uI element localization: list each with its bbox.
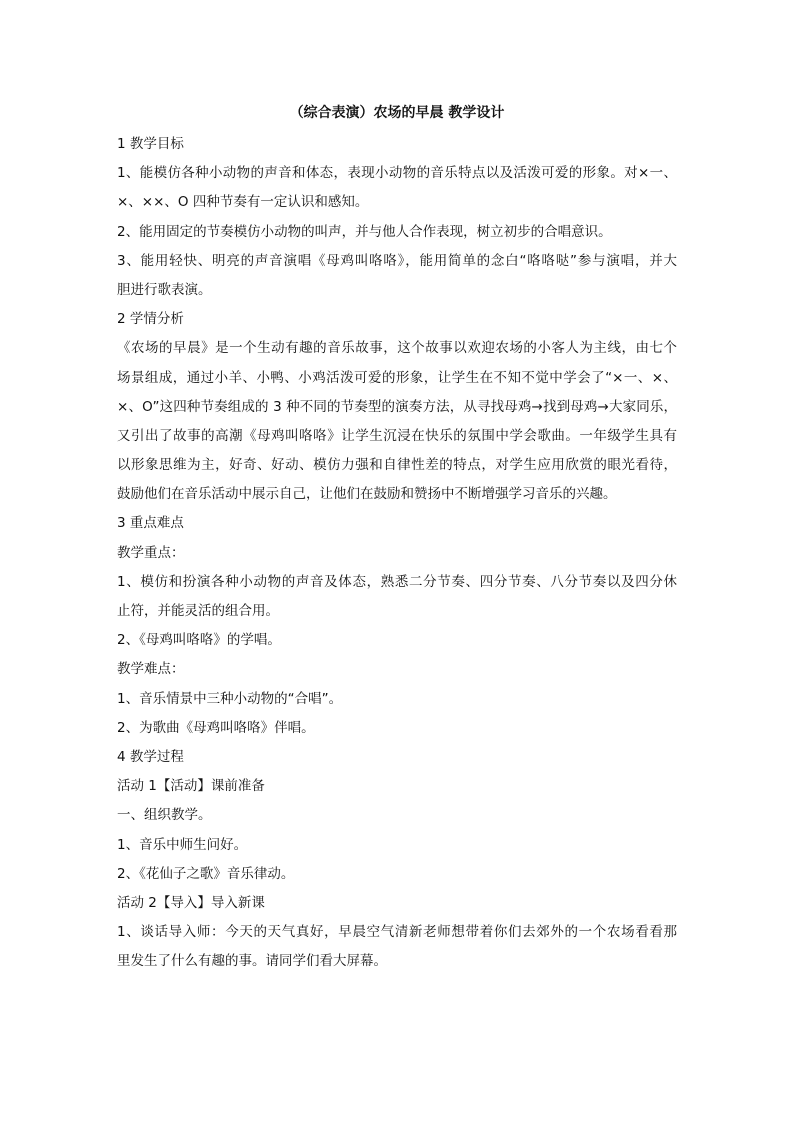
section-heading-key-points: 3 重点难点 [117,515,184,532]
paragraph-line: 胆进行歌表演。 [117,281,212,298]
paragraph-line: 2、为歌曲《母鸡叫咯咯》伴唱。 [117,719,315,736]
document-title: （综合表演）农场的早晨 教学设计 [289,105,505,121]
paragraph-line: 《农场的早晨》是一个生动有趣的音乐故事，这个故事以欢迎农场的小客人为主线，由七个 [117,340,677,357]
paragraph-line: 1、能模仿各种小动物的声音和体态，表现小动物的音乐特点以及活泼可爱的形象。对×一、 [117,165,677,182]
document-body [117,130,677,976]
paragraph-line: 以形象思维为主，好奇、好动、模仿力强和自律性差的特点，对学生应用欣赏的眼光看待， [117,457,677,474]
paragraph-line: 鼓励他们在音乐活动中展示自己，让他们在鼓励和赞扬中不断增强学习音乐的兴趣。 [117,486,617,503]
paragraph-line: 一、组织教学。 [117,807,212,824]
activity-heading: 活动 1【活动】课前准备 [117,778,265,795]
subheading-difficulties: 教学难点： [117,661,185,678]
paragraph-line: 止符，并能灵活的组合用。 [117,603,279,619]
paragraph-line: ×、O”这四种节奏组成的 3 种不同的节奏型的演奏方法，从寻找母鸡→找到母鸡→大家同乐， [117,398,677,415]
paragraph-line: 1、音乐情景中三种小动物的“合唱”。 [117,690,343,707]
paragraph-line: 2、能用固定的节奏模仿小动物的叫声，并与他人合作表现，树立初步的合唱意识。 [117,223,612,240]
paragraph-line: 场景组成，通过小羊、小鸭、小鸡活泼可爱的形象，让学生在不知不觉中学会了“×一、×、 [117,369,677,386]
subheading-key-points: 教学重点： [117,544,185,561]
section-heading-analysis: 2 学情分析 [117,311,184,328]
paragraph-line: 2、《母鸡叫咯咯》的学唱。 [117,632,281,649]
paragraph-line: 1、模仿和扮演各种小动物的声音及体态，熟悉二分节奏、四分节奏、八分节奏以及四分休 [117,573,677,590]
section-heading-objectives: 1 教学目标 [117,136,184,152]
paragraph-line: 2、《花仙子之歌》音乐律动。 [117,865,295,882]
paragraph-line: 又引出了故事的高潮《母鸡叫咯咯》让学生沉浸在快乐的氛围中学会歌曲。一年级学生具有 [117,427,677,444]
paragraph-line: ×、××、O 四种节奏有一定认识和感知。 [117,194,369,211]
section-heading-process: 4 教学过程 [117,748,184,765]
paragraph-line: 1、音乐中师生问好。 [117,836,248,853]
activity-heading: 活动 2【导入】导入新课 [117,894,265,911]
paragraph-line: 1、谈话导入师：今天的天气真好，早晨空气清新老师想带着你们去郊外的一个农场看看那 [117,924,677,941]
paragraph-line: 里发生了什么有趣的事。请同学们看大屏幕。 [117,953,387,970]
paragraph-line: 3、能用轻快、明亮的声音演唱《母鸡叫咯咯》，能用简单的念白“咯咯哒”参与演唱，并大 [117,252,677,269]
